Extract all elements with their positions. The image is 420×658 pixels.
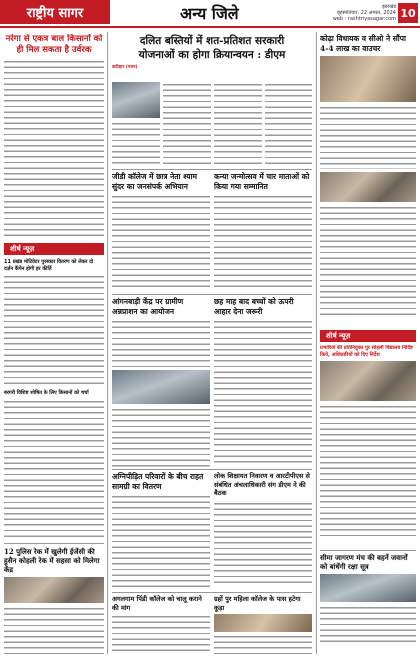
center-story6-body: [214, 501, 312, 587]
center-story-8: [214, 595, 312, 655]
center-story-1: [112, 172, 210, 292]
center-divider-2: [112, 294, 312, 295]
center-divider-3: [112, 469, 312, 470]
center-story5-headline: अग्निपीड़ित परिवारों के बीच राहत सामग्री का वितरण: [112, 472, 204, 491]
right-top-body-1: [320, 105, 416, 169]
newspaper-brand: राष्ट्रीय सागर: [0, 0, 110, 24]
center-story-5: [112, 472, 210, 590]
center-story-4: [214, 297, 312, 467]
banner-body-col2: [163, 82, 211, 166]
right-brief-body: [320, 404, 416, 539]
center-story2-body: [214, 194, 312, 290]
page-number: 10: [398, 3, 418, 23]
edition-meta: [300, 4, 396, 22]
left-brief2-body: [4, 399, 104, 539]
right-brief-headline: प्रभारियों की प्रतिनियुक्त पुर सोहली विद्यालय निर्दिष्ट किये, अधिकारियों को दिए निर्देश: [320, 345, 413, 358]
right-band: शीर्ष न्यूज़: [320, 330, 416, 342]
right-bottom-body: [320, 605, 416, 645]
left-bottom-photo: [4, 577, 104, 603]
right-top-body-2: [320, 205, 416, 315]
center-divider-1: [112, 169, 312, 170]
right-top-photo-2: [320, 172, 416, 202]
left-divider: [4, 543, 104, 544]
banner-body-col3: [214, 82, 262, 166]
center-story-3: [112, 297, 210, 467]
banner-body-col1: [112, 121, 160, 165]
center-story1-body: [112, 194, 210, 290]
left-brief1-headline: 11 प्रखंड मोटिवेटर पुरस्कार वितरण को लेकर दो दर्ज़न कैंपेन होगी हर कीर्ति: [4, 259, 94, 272]
edition-date: बृहस्पतिवार, 22 अगस्त, 2024: [336, 10, 396, 16]
center-divider-4: [112, 592, 312, 593]
right-top-photo: [320, 56, 416, 102]
banner-body-col4: [265, 82, 312, 166]
edition-web: web : rashtriyasagar.com: [332, 16, 396, 22]
section-title: अन्य जिले: [180, 4, 239, 23]
center-story7-headline: अगलगाम पिंडी कॉलेज को चालू कराने की मांग: [112, 595, 202, 612]
left-brief1-body: [4, 274, 104, 386]
center-story8-body: [214, 634, 312, 655]
center-story2-headline: कन्या जन्मोत्सव में चार माताओं को किया गया सम्मानित: [214, 172, 310, 191]
left-bottom-headline: 12 पुलिस रेक में खुलेगी ईजेंसी की हुसैन कोहली रेक में सहसा को मिलेगा केंद्र: [4, 546, 100, 574]
center-story3-body-2: [112, 407, 210, 467]
banner-photo-1: [112, 82, 160, 118]
center-story1-headline: जीडी कॉलेज में छात्र नेता श्याम सुंदर का जनसंपर्क अभियान: [112, 172, 198, 191]
right-brief: [320, 345, 416, 545]
center-story5-body: [112, 494, 210, 588]
left-column: [4, 34, 104, 654]
column-divider-right: [316, 32, 317, 654]
center-story8-headline: ग्रहों पुर महिला कॉलेज के पास हटेगा कूड़ा: [214, 595, 301, 612]
center-story7-body: [112, 614, 210, 654]
right-bottom-story: [320, 553, 416, 655]
center-story6-headline: लोक शिक्षायत निवारण व आरटीपीएस से संबंधित अंचलाधिकारी संग डीएम ने की बैठक: [214, 472, 310, 497]
left-lead-body: [4, 59, 104, 237]
banner-headline-line2: योजनाओं का होगा क्रियान्वयन : डीएम: [138, 49, 286, 61]
top-banner: [112, 34, 312, 78]
right-bottom-headline: सीमा जागरण मंच की बहनें जवानों को बांधेंगी रक्षा सूत्र: [320, 553, 408, 571]
right-divider: [320, 550, 416, 551]
left-bottom-body: [4, 606, 104, 655]
banner-headline-line1: दलित बस्तियों में शत-प्रतिशत सरकारी: [139, 35, 285, 47]
center-story8-photo: [214, 614, 312, 632]
right-top-headline: कोढ़ा विधायक व सीओ ने सौंपा 4-4 लाख का वाउचर: [320, 34, 406, 53]
center-story3-headline: आंगनबाड़ी केंद्र पर ग्रामीण अन्नप्राशन का आयोजन: [112, 297, 184, 316]
center-story-2: [214, 172, 312, 292]
banner-byline: कटिहार (पवन): [112, 65, 138, 70]
right-brief-photo: [320, 361, 416, 401]
left-band: शीर्ष न्यूज़: [4, 243, 104, 255]
center-story4-body: [214, 319, 312, 465]
left-brief2-headline: बरगरी विशिष्ट शोषित के लिए किसानों को चर्चा: [4, 390, 89, 396]
right-top-story: [320, 34, 416, 324]
center-story4-headline: छह माह बाद बच्चों को ऊपरी आहार देना जरूरी: [214, 297, 294, 316]
center-story-7: [112, 595, 210, 655]
center-story-6: [214, 472, 312, 590]
right-bottom-photo: [320, 574, 416, 602]
center-story3-body: [112, 319, 210, 367]
column-divider-left: [107, 32, 108, 654]
left-lead-headline: नरेगा से एकत्र बाल किसानों को ही मिल सकता है उर्वरक: [5, 34, 103, 55]
edition-state: झारखंड: [382, 4, 396, 10]
center-story3-photo: [112, 370, 210, 404]
